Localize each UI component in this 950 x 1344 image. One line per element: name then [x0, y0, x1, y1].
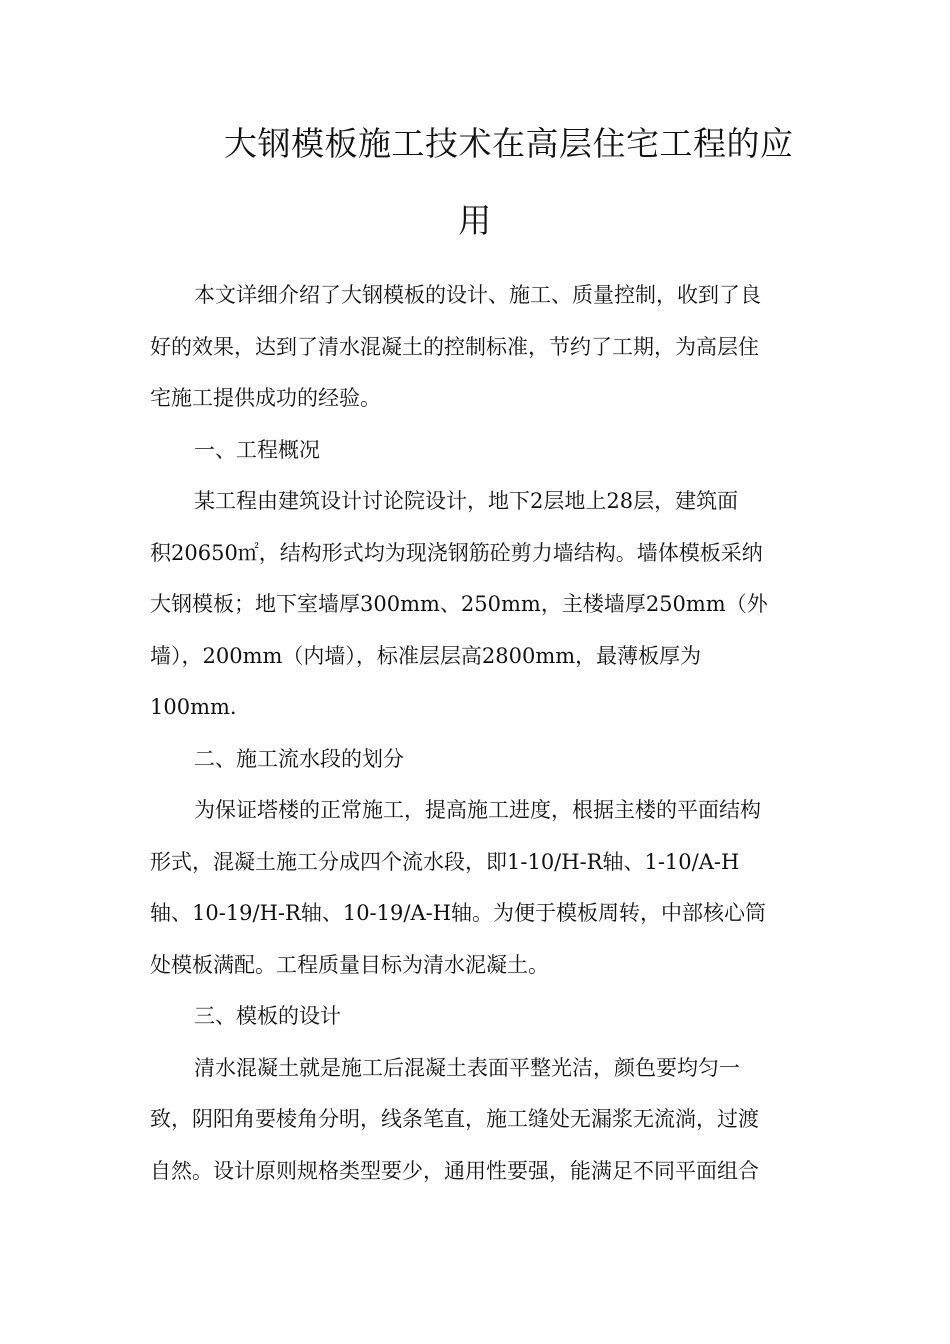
document-title-line-2: 用 — [458, 201, 492, 240]
text-line: 自然。设计原则规格类型要少，通用性要强，能满足不同平面组合 — [150, 1158, 759, 1183]
section-heading-formwork-design: 三、模板的设计 — [194, 1004, 341, 1028]
document-body — [150, 270, 810, 1197]
text-line: 好的效果，达到了清水混凝土的控制标准，节约了工期，为高层住 — [150, 334, 759, 359]
text-line: 为保证塔楼的正常施工，提高施工进度，根据主楼的平面结构 — [194, 798, 761, 822]
section-heading-overview: 一、工程概况 — [194, 437, 320, 462]
text-line: 大钢模板；地下室墙厚300mm、250mm，主楼墙厚250mm（外 — [150, 592, 768, 616]
text-line: 某工程由建筑设计讨论院设计，地下2层地上28层，建筑面 — [194, 489, 739, 513]
section-overview-paragraph — [150, 476, 810, 734]
text-line: 轴、10-19/H-R轴、10-19/A-H轴。为便于模板周转，中部核心筒 — [150, 901, 767, 925]
document-title-line-1: 大钢模板施工技术在高层住宅工程的应 — [224, 124, 794, 163]
text-line: 清水混凝土就是施工后混凝土表面平整光洁，颜色要均匀一 — [194, 1055, 740, 1080]
text-line: 宅施工提供成功的经验。 — [150, 386, 381, 410]
section-flow-segments-paragraph — [150, 785, 810, 991]
text-line: 积20650㎡，结构形式均为现浇钢筋砼剪力墙结构。墙体模板采纳 — [150, 540, 763, 565]
text-line: 形式，混凝土施工分成四个流水段，即1-10/H-R轴、1-10/A-H — [150, 849, 740, 874]
text-line: 处模板满配。工程质量目标为清水泥凝土。 — [150, 952, 549, 977]
text-line: 墙），200mm（内墙），标准层层高2800mm，最薄板厚为 — [150, 643, 702, 668]
text-line: 100mm. — [150, 695, 237, 719]
text-line: 致，阴阳角要棱角分明，线条笔直，施工缝处无漏浆无流淌，过渡 — [150, 1107, 759, 1131]
section-heading-flow-segments: 二、施工流水段的划分 — [194, 746, 404, 771]
text-line: 本文详细介绍了大钢模板的设计、施工、质量控制，收到了良 — [194, 283, 761, 307]
intro-paragraph — [150, 270, 810, 425]
section-formwork-design-paragraph — [150, 1043, 810, 1198]
